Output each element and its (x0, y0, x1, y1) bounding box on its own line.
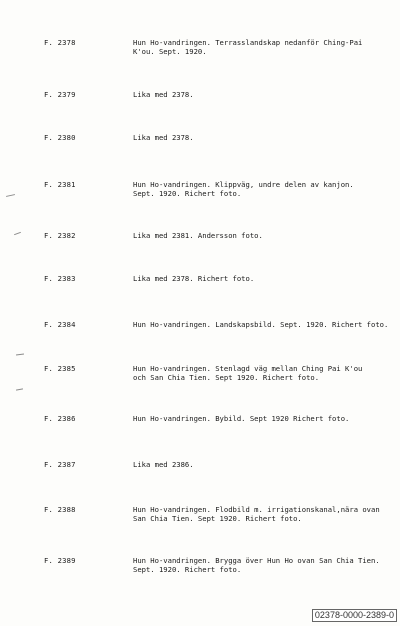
entry-number: F. 2387 (44, 460, 76, 469)
margin-tick (6, 194, 15, 197)
entry-description (133, 505, 395, 524)
description-line: Sept. 1920. Richert foto. (133, 189, 242, 199)
description-line: och San Chia Tien. Sept 1920. Richert foto. (133, 373, 320, 383)
entry-description (133, 90, 395, 99)
document-id-label: 02378-0000-2389-0 (312, 609, 397, 622)
entry-number: F. 2381 (44, 180, 76, 189)
entry-description (133, 320, 395, 329)
entry-description (133, 556, 395, 575)
entry-number: F. 2389 (44, 556, 76, 565)
margin-tick (16, 388, 23, 390)
entry-number: F. 2379 (44, 90, 76, 99)
description-line: Lika med 2386. (133, 460, 194, 469)
entry-description (133, 180, 395, 199)
entry-description (133, 231, 395, 240)
margin-tick (14, 232, 21, 235)
entry-number: F. 2388 (44, 505, 76, 514)
entry-description (133, 274, 395, 283)
entry-number: F. 2380 (44, 133, 76, 142)
description-line: Lika med 2378. (133, 90, 194, 99)
entry-description (133, 414, 395, 423)
description-line: Hun Ho-vandringen. Stenlagd väg mellan Ching Pai K'ou (133, 364, 363, 373)
description-line: Hun Ho-vandringen. Klippväg, undre delen av kanjon. (133, 180, 354, 189)
margin-tick (16, 353, 24, 355)
description-line: Lika med 2378. Richert foto. (133, 274, 255, 283)
description-line: K'ou. Sept. 1920. (133, 47, 207, 57)
description-line: Lika med 2381. Andersson foto. (133, 231, 263, 240)
entry-description (133, 38, 395, 57)
entry-number: F. 2383 (44, 274, 76, 283)
description-line: Hun Ho-vandringen. Bybild. Sept 1920 Richert foto. (133, 414, 350, 423)
entry-number: F. 2378 (44, 38, 76, 47)
entry-number: F. 2384 (44, 320, 76, 329)
description-line: Hun Ho-vandringen. Flodbild m. irrigationskanal,nära ovan (133, 505, 380, 514)
entry-number: F. 2386 (44, 414, 76, 423)
description-line: Hun Ho-vandringen. Terrasslandskap nedanför Ching-Pai (133, 38, 363, 47)
description-line: Hun Ho-vandringen. Brygga över Hun Ho ovan San Chia Tien. (133, 556, 380, 565)
entry-description (133, 133, 395, 142)
entry-description (133, 460, 395, 469)
description-line: Sept. 1920. Richert foto. (133, 565, 242, 575)
entry-number: F. 2382 (44, 231, 76, 240)
description-line: San Chia Tien. Sept 1920. Richert foto. (133, 514, 302, 524)
entry-description (133, 364, 395, 383)
description-line: Lika med 2378. (133, 133, 194, 142)
entry-number: F. 2385 (44, 364, 76, 373)
description-line: Hun Ho-vandringen. Landskapsbild. Sept. 1920. Richert foto. (133, 320, 389, 329)
